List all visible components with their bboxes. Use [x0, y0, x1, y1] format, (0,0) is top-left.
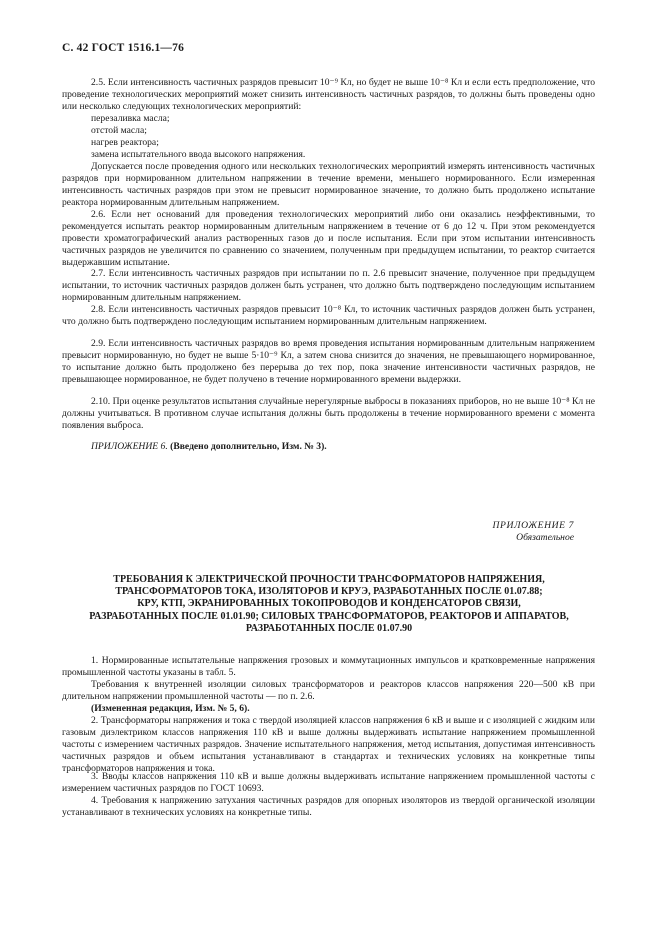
clause-1: 1. Нормированные испытательные напряжения грозовых и коммутационных импульсов и кратковременные напряжения промышленной частоты указаны в табл. 5.: [62, 655, 595, 679]
title-line: РАЗРАБОТАННЫХ ПОСЛЕ 01.07.90: [245, 622, 413, 634]
appendix-7-heading: [492, 520, 574, 544]
title-line: РАЗРАБОТАННЫХ ПОСЛЕ 01.01.90; СИЛОВЫХ ТРАНСФОРМАТОРОВ, РЕАКТОРОВ И АППАРАТОВ,: [89, 610, 569, 622]
measure-item: замена испытательного ввода высокого напряжения.: [91, 149, 306, 160]
page-header: С. 42 ГОСТ 1516.1—76: [62, 42, 185, 54]
appendix-6-note: [91, 441, 327, 453]
measure-item: нагрев реактора;: [91, 137, 159, 148]
paragraph-2-5: 2.5. Если интенсивность частичных разрядов превысит 10⁻⁹ Кл, но будет не выше 10⁻⁸ Кл и если есть предположение, что проведение технологических мероприятий может снизить интенсивность частичных разрядов, то должны быть проведены одно или несколько следующих технологических мероприятий:: [62, 77, 595, 113]
paragraph-2-7: 2.7. Если интенсивность частичных разрядов при испытании по п. 2.6 превысит значение, полученное при предыдущем испытании, то источник частичных разрядов должен быть устранен, что должно быть подтверждено последующим испытанием нормированным длительным напряжением.: [62, 268, 595, 304]
title-line: ТРЕБОВАНИЯ К ЭЛЕКТРИЧЕСКОЙ ПРОЧНОСТИ ТРАНСФОРМАТОРОВ НАПРЯЖЕНИЯ,: [113, 574, 545, 585]
appendix-6-label: ПРИЛОЖЕНИЕ 6.: [91, 441, 168, 452]
appendix-6-amendment: (Введено дополнительно, Изм. № 3).: [170, 441, 327, 452]
clause-3: 3. Вводы классов напряжения 110 кВ и выше должны выдерживать испытание напряжением промышленной частоты с измерением частичных разрядов по ГОСТ 10693.: [62, 771, 595, 795]
appendix-7-title: [62, 574, 596, 635]
appendix-7-label: ПРИЛОЖЕНИЕ 7: [492, 520, 574, 531]
paragraph-2-9: 2.9. Если интенсивность частичных разрядов во время проведения испытания нормированным длительным напряжением превысит нормированную, но будет не выше 5·10⁻⁹ Кл, а затем снова снизится до значения, не превышающего нормированное, то испытание должно быть продолжено без перерыва до тех пор, пока значение интенсивности частичных разрядов, не превышающее нормированное, не будет получено в течение нормированного времени выдержки.: [62, 338, 595, 386]
title-line: КРУ, КТП, ЭКРАНИРОВАННЫХ ТОКОПРОВОДОВ И КОНДЕНСАТОРОВ СВЯЗИ,: [137, 598, 521, 610]
clause-4: 4. Требования к напряжению затухания частичных разрядов для опорных изоляторов из твердой органической изоляции устанавливают в технических условиях на конкретные типы.: [62, 795, 595, 819]
clause-1-amendment: (Измененная редакция, Изм. № 5, 6).: [91, 703, 250, 714]
title-line: ТРАНСФОРМАТОРОВ ТОКА, ИЗОЛЯТОРОВ И КРУЭ, РАЗРАБОТАННЫХ ПОСЛЕ 01.07.88;: [115, 586, 543, 598]
clause-1-note: Требования к внутренней изоляции силовых трансформаторов и реакторов классов напряжения 220—500 кВ при длительном напряжении промышленной частоты — по п. 2.6.: [62, 679, 595, 703]
paragraph-2-6: 2.6. Если нет оснований для проведения технологических мероприятий либо они оказались неэффективными, то рекомендуется испытать реактор нормированным длительным напряжением в течение от 6 до 12 ч. При этом рекомендуется провести хроматографический анализ растворенных газов до и после испытания. Если при этом испытании интенсивность частичных разрядов не увеличится по сравнению со значением, полученным при предыдущем испытании, то реактор считается выдержавшим испытание.: [62, 209, 595, 269]
appendix-7-status: Обязательное: [516, 532, 574, 543]
paragraph-2-5-note: Допускается после проведения одного или нескольких технологических мероприятий измерять интенсивность частичных разрядов при нормированном длительном напряжении в течение времени, меньшего нормированного. Если измеренная интенсивность частичных разрядов при этом не превысит нормированное значение, то должно быть продолжено испытание реактора нормированным длительным напряжением.: [62, 161, 595, 209]
measure-item: перезаливка масла;: [91, 113, 170, 124]
measure-item: отстой масла;: [91, 125, 147, 136]
clause-2: 2. Трансформаторы напряжения и тока с твердой изоляцией классов напряжения 6 кВ и выше и с изоляцией с жидким или газовым диэлектриком классов напряжения 110 кВ и выше должны выдерживать испытание напряжением промышленной частоты с измерением частичных разрядов. Значение испытательного напряжения, метод испытания, допустимая интенсивность частичных разрядов и объем испытания устанавливают в стандартах и технических условиях на конкретные типы трансформаторов напряжения и тока.: [62, 715, 595, 775]
paragraph-2-8: 2.8. Если интенсивность частичных разрядов превысит 10⁻⁸ Кл, то источник частичных разрядов должен быть устранен, что должно быть подтверждено последующим испытанием нормированным длительным напряжением.: [62, 304, 595, 328]
paragraph-2-10: 2.10. При оценке результатов испытания случайные нерегулярные выбросы в показаниях приборов, но не выше 10⁻⁸ Кл не должны учитываться. В противном случае испытания должны быть продолжены в течение нормированного времени с момента появления выброса.: [62, 396, 595, 432]
